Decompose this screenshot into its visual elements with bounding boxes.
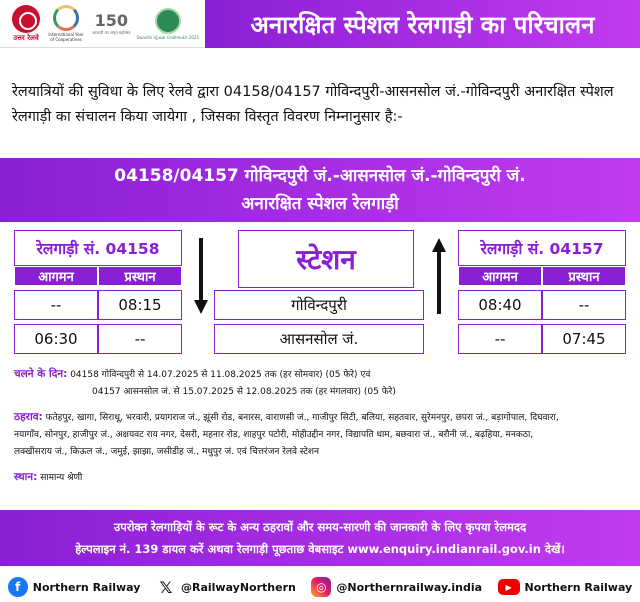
youtube-icon: ▶ (498, 579, 520, 595)
k150-text: 150 (94, 11, 128, 30)
left-departure-header: प्रस्थान (98, 266, 182, 286)
k150-sub: आज़ादी का अमृत महोत्सव (92, 30, 131, 35)
facebook-icon: f (8, 577, 28, 597)
helpline-line2[interactable]: हेल्पलाइन नं. 139 डायल करें अथवा रेलगाड़ी पूछताछ वेबसाइट www.enquiry.indianrail.gov.in देखें। (75, 542, 565, 556)
train-title-line1: 04158/04157 गोविन्दपुरी जं.-आसनसोल जं.-गोविन्दपुरी जं. (114, 166, 526, 186)
run-days (14, 366, 629, 384)
youtube-handle: Northern Railway (524, 580, 633, 594)
page-title: अनारक्षित स्पेशल रेलगाड़ी का परिचालन (250, 10, 595, 39)
header (0, 0, 640, 48)
azadi-logo (92, 11, 131, 36)
instagram-icon: ◎ (311, 577, 331, 597)
youtube-link[interactable] (498, 579, 633, 595)
right-arrival-header: आगमन (458, 266, 542, 286)
row1-right-arrival: 08:40 (458, 290, 542, 320)
row1-left-arrival: -- (14, 290, 98, 320)
row2-left-arrival: 06:30 (14, 324, 98, 354)
train-left-header: रेलगाड़ी सं. 04158 (14, 230, 182, 266)
row2-left-departure: -- (98, 324, 182, 354)
row1-left-departure: 08:15 (98, 290, 182, 320)
timetable (0, 226, 640, 356)
instagram-handle: @Northernrailway.india (336, 580, 483, 594)
ir-emblem-icon (12, 5, 40, 33)
train-title-line2: अनारक्षित स्पेशल रेलगाड़ी (241, 194, 399, 214)
coop-emblem-icon (53, 5, 79, 31)
coop-caption: International Year of Cooperatives (48, 32, 84, 42)
run-days-line2: 04157 आसनसोल जं. से 15.07.2025 से 12.08.2025 तक (हर मंगलवार) (05 फेरे) (92, 387, 396, 397)
halts-line2: नयागाँव, सोनपुर, हाजीपुर जं., अक्षयवट राय नगर, देसरी, महनार रोड, शाहपुर पटोरी, मोहीउद्दीन नगर, विद्यापति धाम, बछवारा जं., बरौनी जं., बढ़हिया, मनकठा, (14, 430, 534, 440)
facebook-handle: Northern Railway (32, 580, 141, 594)
row1-right-departure: -- (542, 290, 626, 320)
instagram-link[interactable] (311, 577, 482, 597)
station-header: स्टेशन (238, 230, 414, 288)
left-arrival-header: आगमन (14, 266, 98, 286)
train-title-band (0, 158, 640, 222)
x-handle: @RailwayNorthern (180, 580, 296, 594)
social-bar (0, 572, 640, 602)
up-arrow-icon (432, 238, 446, 314)
helpline-band (0, 510, 640, 566)
cooperatives-logo (46, 5, 86, 42)
title-band (205, 0, 640, 48)
coach-class-label: स्थान: (14, 471, 38, 483)
row2-right-departure: 07:45 (542, 324, 626, 354)
coach-class (14, 469, 629, 487)
facebook-link[interactable] (8, 577, 141, 597)
swachh-caption: Swachh Ujjwal Grahmukh 2025 (136, 34, 200, 40)
halts-label: ठहराव: (14, 411, 43, 423)
swachh-emblem-icon (155, 8, 181, 34)
x-icon: 𝕏 (156, 577, 176, 597)
intro-text: रेलयात्रियों की सुविधा के लिए रेलवे द्वारा 04158/04157 गोविन्दपुरी-आसनसोल जं.-गोविन्दपुरी अनारक्षित स्पेशल रेलगाड़ी का संचालन किया जायेगा , जिसका विस्तृत विवरण निम्नानुसार है:- (12, 84, 614, 125)
indian-railways-logo (12, 5, 40, 43)
row1-station: गोविन्दपुरी (214, 290, 424, 320)
train-right-header: रेलगाड़ी सं. 04157 (458, 230, 626, 266)
down-arrow-icon (194, 238, 208, 314)
coach-class-value: सामान्य श्रेणी (40, 473, 83, 483)
row2-right-arrival: -- (458, 324, 542, 354)
right-departure-header: प्रस्थान (542, 266, 626, 286)
halts-line1: फतेहपुर, खागा, सिराथू, भरवारी, प्रयागराज जं., झूंसी रोड, बनारस, वाराणसी जं., गाजीपुर सिटी, बलिया, सहतवार, सुरेमनपुर, छपरा जं., बड़ागोपाल, दिघवारा, (45, 413, 559, 423)
halts-line3: लक्खीसराय जं., किऊल जं., जमुई, झाझा, जसीडीह जं., मधुपुर जं. एवं चित्तरंजन रेलवे स्टेशन (14, 447, 320, 457)
logo-strip (0, 0, 205, 48)
x-link[interactable] (156, 577, 296, 597)
row2-station: आसनसोल जं. (214, 324, 424, 354)
swachh-logo (137, 8, 200, 40)
run-days-label: चलने के दिन: (14, 368, 68, 380)
halts (14, 409, 629, 427)
ir-caption: उत्तर रेलवे (13, 33, 39, 42)
details-section (14, 366, 629, 502)
helpline-line1: उपरोक्त रेलगाड़ियों के रूट के अन्य ठहरावों और समय-सारणी की जानकारी के लिए कृपया रेलमदद (113, 520, 527, 534)
run-days-line1: 04158 गोविन्दपुरी से 14.07.2025 से 11.08.2025 तक (हर सोमवार) (05 फेरे) एवं (70, 370, 371, 380)
